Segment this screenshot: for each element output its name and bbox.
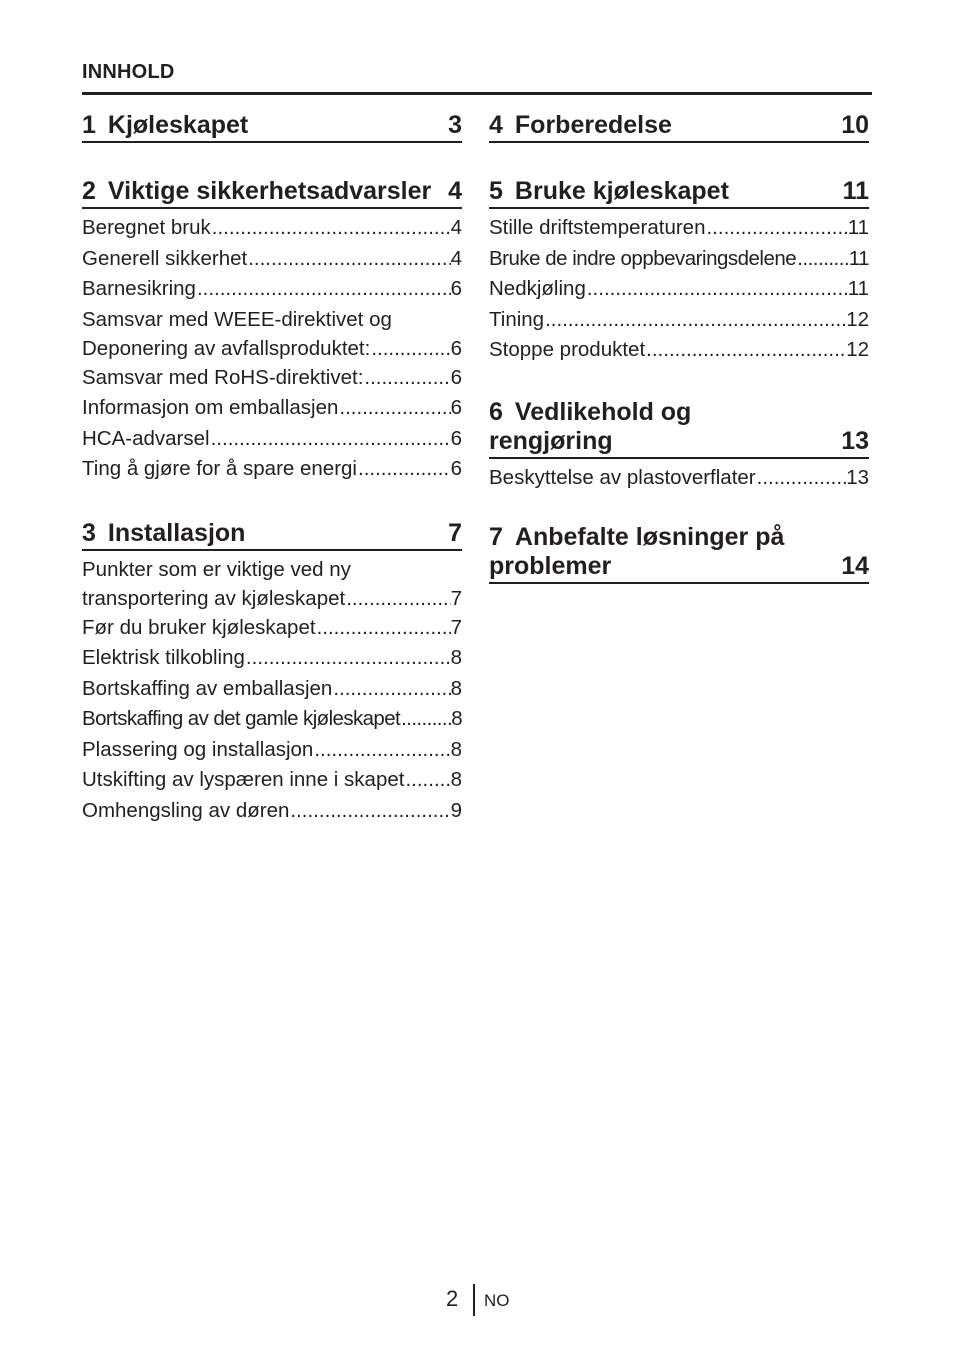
toc-entry-label: Stille driftstemperaturen	[489, 216, 706, 239]
leader-dots	[586, 274, 848, 305]
section-heading[interactable]	[82, 111, 462, 143]
section-page: 7	[448, 518, 462, 547]
toc-entry-label: Før du bruker kjøleskapet	[82, 615, 316, 639]
section-heading[interactable]	[489, 523, 869, 584]
toc-entry-label: Deponering av avfallsproduktet:	[82, 336, 371, 360]
section-page: 11	[842, 177, 869, 205]
toc-entry-label: transportering av kjøleskapet	[82, 586, 346, 610]
section-title: Installasjon	[107, 518, 246, 547]
toc-entry-label: Tining	[489, 307, 545, 331]
leader-dots	[210, 424, 451, 455]
leader-dots	[705, 213, 847, 244]
toc-entry-page: 11	[849, 244, 869, 275]
toc-entry[interactable]	[82, 735, 462, 766]
toc-entry[interactable]	[489, 274, 869, 305]
section-title: Viktige sikkerhetsadvarsler	[107, 177, 432, 205]
toc-entry-label: Bortskaffing av det gamle kjøleskapet	[82, 707, 401, 730]
leader-dots	[313, 735, 450, 766]
toc-entry-label: Samsvar med RoHS-direktivet:	[82, 365, 364, 389]
section-heading[interactable]	[489, 177, 869, 209]
header-divider	[82, 92, 872, 95]
language-code: NO	[484, 1291, 510, 1310]
toc-entry-multiline[interactable]	[82, 555, 462, 613]
toc-entry[interactable]	[82, 213, 462, 244]
footer-divider	[473, 1284, 475, 1316]
toc-entry-page: 12	[846, 305, 869, 336]
toc-entry-page: 8	[451, 643, 462, 674]
toc-entry[interactable]	[82, 643, 462, 674]
leader-dots	[363, 363, 450, 394]
section-title: Anbefalte løsninger på problemer	[489, 523, 785, 580]
toc-entry-label: Stoppe produktet	[489, 338, 646, 361]
section-page: 14	[841, 552, 869, 580]
toc-entry-page: 12	[846, 335, 869, 366]
toc-entry[interactable]	[82, 613, 462, 644]
toc-entry-label-line1: Samsvar med WEEE-direktivet og	[82, 307, 392, 331]
leader-dots	[245, 643, 451, 674]
section-title: Bruke kjøleskapet	[514, 177, 729, 205]
toc-entry-page: 8	[451, 735, 462, 766]
toc-entry-label-line1: Punkter som er viktige ved ny	[82, 557, 351, 581]
leader-dots	[544, 305, 846, 336]
toc-entry-page: 7	[451, 584, 462, 613]
section-page: 3	[448, 111, 462, 139]
toc-entry-page: 6	[451, 274, 462, 305]
leader-dots	[211, 213, 451, 244]
leader-dots	[645, 335, 846, 366]
leader-dots	[196, 274, 451, 305]
toc-entry-label: Barnesikring	[82, 277, 196, 300]
toc-entry[interactable]	[82, 796, 462, 827]
section-number: 1	[82, 111, 96, 139]
toc-entry[interactable]	[82, 424, 462, 455]
toc-entry-page: 8	[451, 704, 462, 735]
section-title: Kjøleskapet	[107, 111, 249, 139]
toc-section-3[interactable]	[82, 519, 462, 827]
toc-entry[interactable]	[82, 363, 462, 394]
section-heading[interactable]	[82, 177, 462, 209]
toc-entry-page: 4	[451, 213, 462, 244]
toc-entry-label: Beskyttelse av plastoverflater	[489, 465, 756, 489]
toc-entry-label: Ting å gjøre for å spare energi	[82, 457, 357, 480]
leader-dots	[400, 704, 451, 735]
toc-entry-page: 8	[451, 674, 462, 705]
toc-entry[interactable]	[82, 274, 462, 305]
leader-dots	[316, 613, 451, 644]
toc-section-4[interactable]	[489, 111, 869, 143]
leader-dots	[404, 765, 450, 796]
section-page: 13	[841, 426, 869, 455]
toc-entry-label: Generell sikkerhet	[82, 246, 248, 270]
toc-entry-label: Informasjon om emballasjen	[82, 396, 339, 419]
toc-entry[interactable]	[82, 674, 462, 705]
toc-entry-page: 8	[451, 765, 462, 796]
toc-entry-page: 6	[451, 363, 462, 394]
toc-entry-page: 7	[451, 613, 462, 644]
toc-entry-label: Omhengsling av døren	[82, 798, 290, 822]
page-heading: INNHOLD	[82, 61, 175, 83]
leader-dots	[345, 584, 450, 613]
section-number: 5	[489, 177, 503, 205]
leader-dots	[338, 393, 450, 424]
section-number: 4	[489, 111, 503, 139]
toc-entry[interactable]	[82, 244, 462, 275]
section-heading[interactable]	[82, 519, 462, 551]
toc-entry-page: 6	[451, 424, 462, 455]
leader-dots	[247, 244, 450, 275]
toc-entry-page: 13	[846, 463, 869, 494]
toc-entry-label: HCA-advarsel	[82, 426, 210, 450]
toc-entry[interactable]	[489, 244, 869, 275]
leader-dots	[370, 334, 450, 363]
section-number: 3	[82, 518, 96, 547]
section-number: 7	[489, 523, 503, 551]
section-title: Vedlikehold og rengjøring	[489, 397, 692, 455]
toc-entry[interactable]	[489, 213, 869, 244]
toc-right-column	[489, 111, 869, 588]
leader-dots	[289, 796, 450, 827]
toc-entry-label: Bruke de indre oppbevaringsdelene	[489, 246, 797, 270]
toc-section-7[interactable]	[489, 523, 869, 584]
toc-entry[interactable]	[489, 335, 869, 366]
toc-entry-page: 11	[848, 213, 869, 244]
toc-section-6[interactable]	[489, 398, 869, 494]
section-number: 2	[82, 177, 96, 205]
toc-entry[interactable]	[82, 704, 462, 735]
section-title: Forberedelse	[514, 111, 672, 139]
toc-entry-label: Elektrisk tilkobling	[82, 646, 245, 669]
toc-left-column	[82, 111, 462, 826]
leader-dots	[357, 454, 451, 485]
toc-entry-multiline[interactable]	[82, 305, 462, 363]
toc-entry[interactable]	[489, 305, 869, 336]
leader-dots	[332, 674, 450, 705]
toc-section-5[interactable]	[489, 177, 869, 366]
leader-dots	[756, 463, 847, 494]
leader-dots	[796, 244, 849, 275]
toc-entry-label: Utskifting av lyspæren inne i skapet	[82, 768, 405, 791]
toc-entry[interactable]	[489, 463, 869, 494]
toc-entry-page: 4	[451, 244, 462, 275]
section-heading[interactable]	[489, 398, 869, 459]
toc-entry-label: Plassering og installasjon	[82, 737, 314, 761]
toc-entry-page: 6	[451, 393, 462, 424]
toc-entry-label: Beregnet bruk	[82, 216, 211, 239]
toc-entry-page: 6	[451, 454, 462, 485]
section-page: 10	[841, 111, 869, 139]
toc-entry-label: Bortskaffing av emballasjen	[82, 676, 333, 700]
toc-entry[interactable]	[82, 765, 462, 796]
section-number: 6	[489, 397, 503, 426]
page-number: 2	[446, 1286, 459, 1311]
section-heading[interactable]	[489, 111, 869, 143]
toc-section-2[interactable]	[82, 177, 462, 485]
toc-entry-label: Nedkjøling	[489, 277, 586, 300]
toc-entry[interactable]	[82, 454, 462, 485]
section-page: 4	[448, 177, 462, 205]
toc-entry-page: 6	[451, 334, 462, 363]
toc-entry-page: 9	[451, 796, 462, 827]
toc-entry[interactable]	[82, 393, 462, 424]
toc-section-1[interactable]	[82, 111, 462, 143]
toc-entry-page: 11	[848, 274, 869, 305]
